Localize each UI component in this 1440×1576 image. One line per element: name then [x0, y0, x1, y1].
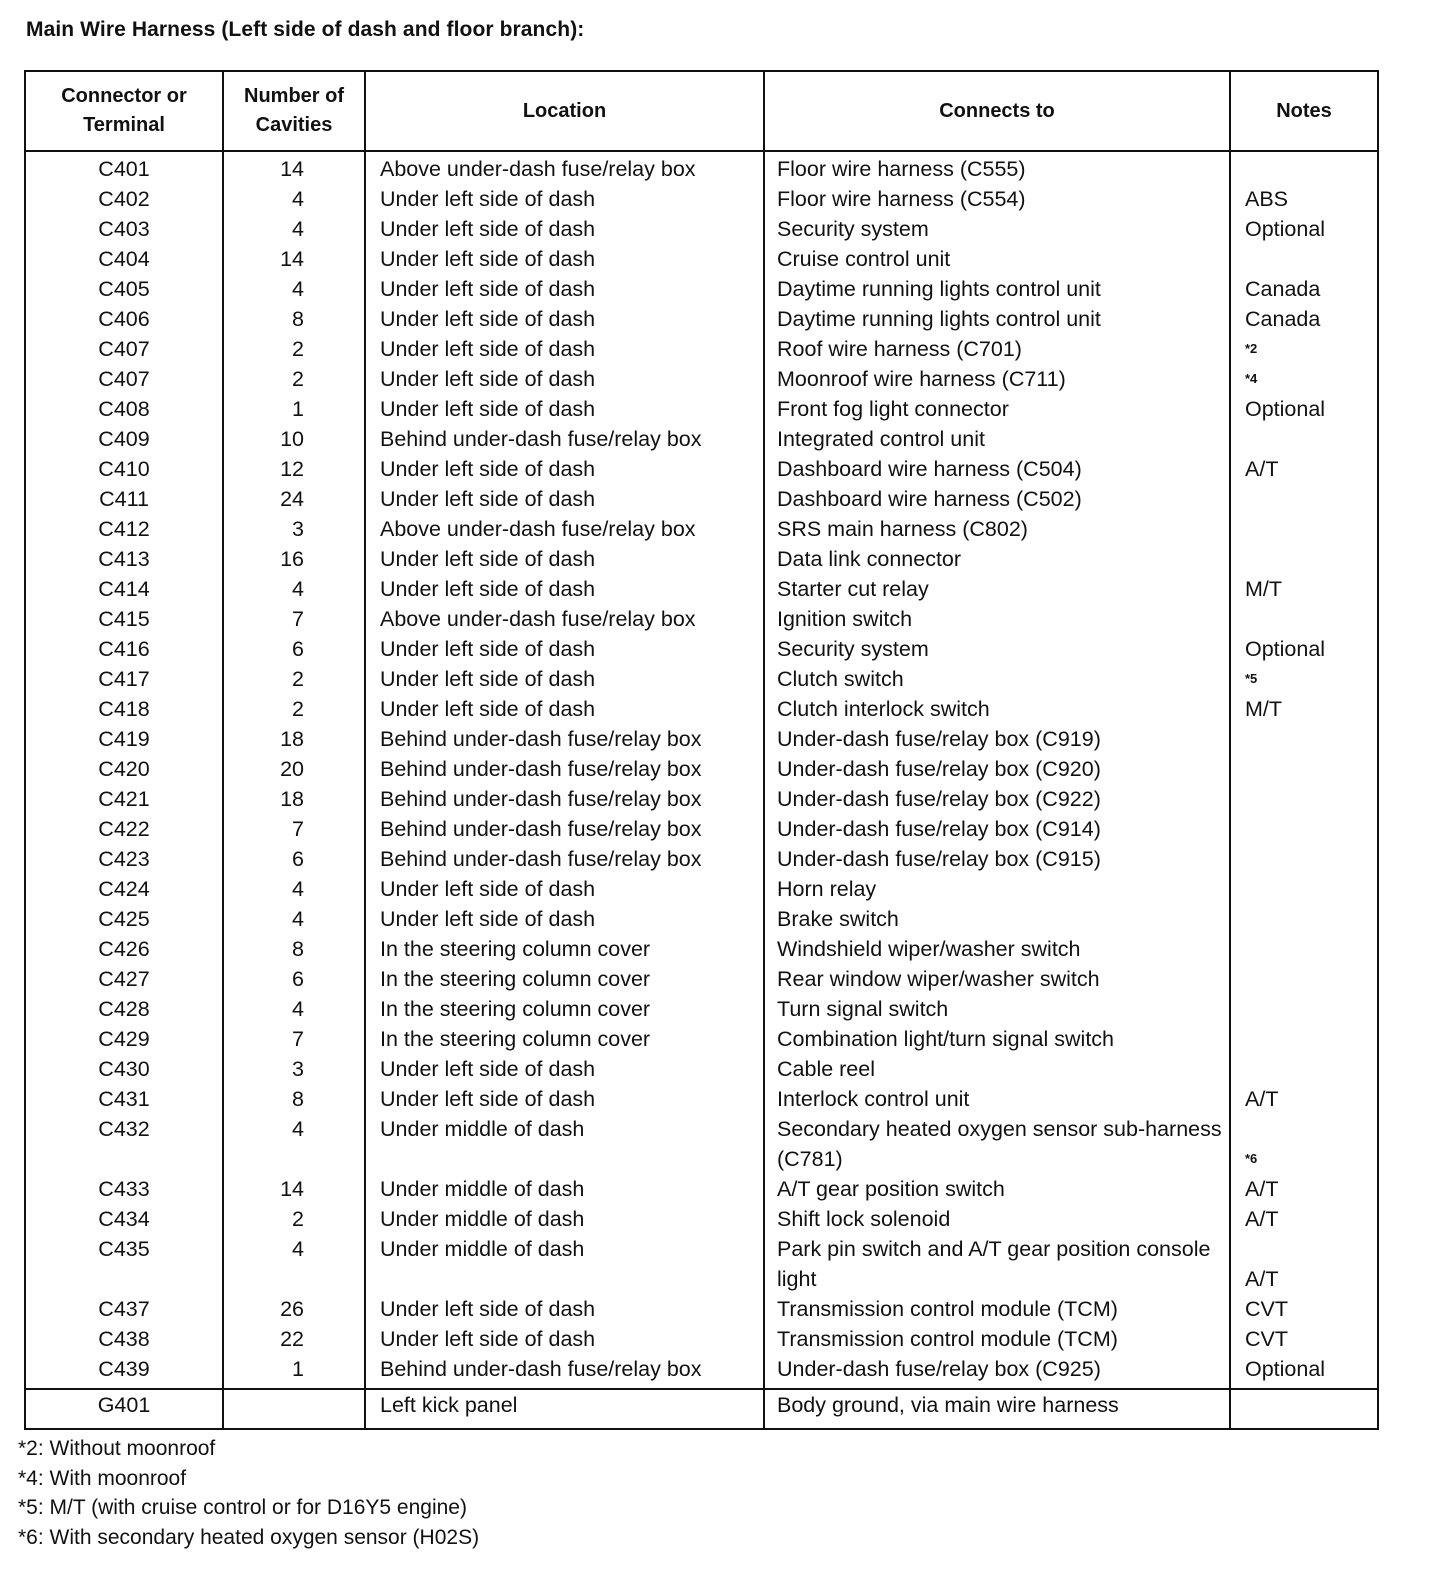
cell-connector: C412: [98, 517, 150, 541]
cell-connector: C425: [98, 907, 150, 931]
cell-connects-to: Security system: [777, 637, 929, 661]
cell-connects-to: Under-dash fuse/relay box (C920): [777, 757, 1101, 781]
cell-connects-to: Under-dash fuse/relay box (C922): [777, 787, 1101, 811]
cell-connector: C405: [98, 277, 150, 301]
note-text: CVT: [1245, 1327, 1288, 1351]
cell-connects-to: Starter cut relay: [777, 577, 929, 601]
cell-location: Left kick panel: [380, 1393, 518, 1417]
cell-cavities: 10: [280, 427, 304, 451]
cell-location: Under left side of dash: [380, 187, 596, 211]
cell-cavities: 8: [292, 937, 304, 961]
cell-notes: [1229, 844, 1377, 874]
note-text: Optional: [1245, 1357, 1326, 1381]
table-row: [26, 694, 1377, 724]
cell-cavities: 7: [292, 607, 304, 631]
cell-connector: C418: [98, 697, 150, 721]
note-text: M/T: [1245, 697, 1283, 721]
cell-connector: C404: [98, 247, 150, 271]
cell-connector: C411: [99, 487, 149, 511]
cell-notes: [1229, 724, 1377, 754]
cell-cavities: 2: [292, 697, 304, 721]
cell-notes: [1229, 274, 1377, 304]
cell-cavities: 14: [280, 157, 304, 181]
table-row: [26, 424, 1377, 454]
cell-notes: [1229, 514, 1377, 544]
table-row: [26, 1054, 1377, 1084]
ground-row: [26, 1390, 1377, 1420]
cell-notes: [1229, 334, 1377, 364]
cell-connects-to: Integrated control unit: [777, 427, 985, 451]
cell-cavities: 14: [280, 247, 304, 271]
cell-location: Under left side of dash: [380, 397, 596, 421]
cell-notes: [1229, 1390, 1377, 1420]
cell-connects-to: Park pin switch and A/T gear position console light: [777, 1237, 1211, 1291]
cell-connects-to: Transmission control module (TCM): [777, 1297, 1118, 1321]
table-row: [26, 1324, 1377, 1354]
cell-notes: [1229, 604, 1377, 634]
note-text: Optional: [1245, 637, 1326, 661]
cell-notes: [1229, 394, 1377, 424]
cell-notes: [1229, 1054, 1377, 1084]
cell-location: Under left side of dash: [380, 907, 596, 931]
cell-cavities: 2: [292, 337, 304, 361]
cell-connects-to: Secondary heated oxygen sensor sub-harness (C781): [777, 1117, 1222, 1171]
cell-notes: [1229, 1084, 1377, 1114]
note-text: ABS: [1245, 187, 1289, 211]
cell-cavities: 4: [292, 277, 304, 301]
cell-location: Under left side of dash: [380, 1327, 596, 1351]
cell-location: Under middle of dash: [380, 1207, 585, 1231]
cell-location: Above under-dash fuse/relay box: [380, 517, 696, 541]
table-row: [26, 664, 1377, 694]
cell-cavities: 4: [292, 1237, 304, 1261]
cell-connects-to: Brake switch: [777, 907, 899, 931]
cell-connector: C423: [98, 847, 150, 871]
cell-location: Under left side of dash: [380, 307, 596, 331]
cell-location: In the steering column cover: [380, 937, 651, 961]
header-notes: Notes: [1276, 99, 1332, 122]
cell-notes: [1229, 934, 1377, 964]
cell-notes: [1229, 634, 1377, 664]
note-text: M/T: [1245, 577, 1283, 601]
cell-location: Under left side of dash: [380, 367, 596, 391]
cell-location: Under left side of dash: [380, 667, 596, 691]
cell-cavities: 7: [292, 1027, 304, 1051]
table-row: [26, 844, 1377, 874]
cell-location: Under left side of dash: [380, 277, 596, 301]
cell-connects-to: Combination light/turn signal switch: [777, 1027, 1114, 1051]
cell-location: Under left side of dash: [380, 697, 596, 721]
table-row: [26, 214, 1377, 244]
header-connector: [26, 72, 222, 150]
cell-cavities: 2: [292, 667, 304, 691]
cell-notes: [1229, 874, 1377, 904]
cell-cavities: 8: [292, 1087, 304, 1111]
cell-connects-to: Floor wire harness (C554): [777, 187, 1026, 211]
note-text: *6: [1245, 1151, 1258, 1166]
table-row: [26, 514, 1377, 544]
cell-notes: [1229, 364, 1377, 394]
cell-location: Behind under-dash fuse/relay box: [380, 757, 702, 781]
cell-connects-to: Under-dash fuse/relay box (C915): [777, 847, 1101, 871]
cell-cavities: [222, 1390, 362, 1420]
cell-notes: [1229, 1234, 1377, 1294]
footnote: *5: M/T (with cruise control or for D16Y5 engine): [18, 1496, 467, 1519]
cell-connects-to: Shift lock solenoid: [777, 1207, 951, 1231]
table-row: [26, 754, 1377, 784]
cell-connector: C402: [98, 187, 150, 211]
cell-cavities: 12: [280, 457, 304, 481]
cell-cavities: 3: [292, 1057, 304, 1081]
cell-notes: [1229, 244, 1377, 274]
cell-cavities: 20: [280, 757, 304, 781]
note-text: CVT: [1245, 1297, 1288, 1321]
cell-notes: [1229, 1024, 1377, 1054]
cell-notes: [1229, 904, 1377, 934]
cell-location: Above under-dash fuse/relay box: [380, 607, 696, 631]
page-title: Main Wire Harness (Left side of dash and floor branch):: [26, 18, 585, 41]
table-row: [26, 634, 1377, 664]
table-row: [26, 1114, 1377, 1174]
cell-notes: [1229, 424, 1377, 454]
cell-location: Behind under-dash fuse/relay box: [380, 847, 702, 871]
cell-notes: [1229, 964, 1377, 994]
note-text: *2: [1245, 341, 1258, 356]
cell-connects-to: Dashboard wire harness (C502): [777, 487, 1082, 511]
cell-notes: [1229, 484, 1377, 514]
cell-connector: C434: [98, 1207, 150, 1231]
cell-cavities: 7: [292, 817, 304, 841]
cell-connector: C437: [98, 1297, 150, 1321]
note-text: Optional: [1245, 397, 1326, 421]
cell-notes: [1229, 1114, 1377, 1174]
cell-location: Under left side of dash: [380, 457, 596, 481]
table-row: [26, 304, 1377, 334]
cell-location: Behind under-dash fuse/relay box: [380, 817, 702, 841]
table-row: [26, 874, 1377, 904]
cell-notes: [1229, 814, 1377, 844]
table-row: [26, 184, 1377, 214]
cell-connects-to: Dashboard wire harness (C504): [777, 457, 1082, 481]
table-row: [26, 784, 1377, 814]
cell-connector: C422: [98, 817, 150, 841]
cell-notes: [1229, 214, 1377, 244]
cell-cavities: 24: [280, 487, 304, 511]
cell-location: Behind under-dash fuse/relay box: [380, 727, 702, 751]
cell-location: Under left side of dash: [380, 577, 596, 601]
note-text: A/T: [1245, 1207, 1279, 1231]
cell-cavities: 26: [280, 1297, 304, 1321]
note-text: A/T: [1245, 1267, 1279, 1291]
cell-location: In the steering column cover: [380, 967, 651, 991]
cell-connector: C428: [98, 997, 150, 1021]
cell-notes: [1229, 1204, 1377, 1234]
cell-cavities: 4: [292, 877, 304, 901]
cell-cavities: 14: [280, 1177, 304, 1201]
header-connector-line1: Connector or: [61, 85, 187, 107]
table-row: [26, 1024, 1377, 1054]
cell-cavities: 18: [280, 787, 304, 811]
cell-cavities: 1: [292, 397, 304, 421]
cell-cavities: 4: [292, 907, 304, 931]
cell-connects-to: Transmission control module (TCM): [777, 1327, 1118, 1351]
cell-notes: [1229, 574, 1377, 604]
cell-location: Under left side of dash: [380, 487, 596, 511]
cell-connects-to: Roof wire harness (C701): [777, 337, 1022, 361]
cell-connector: C429: [98, 1027, 150, 1051]
cell-connector: C401: [98, 157, 150, 181]
cell-notes: [1229, 1324, 1377, 1354]
footnote: *2: Without moonroof: [18, 1437, 216, 1460]
table-row: [26, 904, 1377, 934]
table-body: [26, 154, 1377, 1384]
cell-connector: C410: [98, 457, 150, 481]
cell-cavities: 4: [292, 1117, 304, 1141]
table-row: [26, 934, 1377, 964]
cell-notes: [1229, 1174, 1377, 1204]
cell-connector: C407: [98, 337, 150, 361]
header-connector-line2: Terminal: [83, 114, 165, 136]
cell-notes: [1229, 1294, 1377, 1324]
cell-location: In the steering column cover: [380, 1027, 651, 1051]
cell-notes: [1229, 694, 1377, 724]
note-text: Optional: [1245, 217, 1326, 241]
footnote: *4: With moonroof: [18, 1466, 187, 1490]
cell-location: Under middle of dash: [380, 1117, 585, 1141]
header-cavities: [224, 72, 364, 150]
header-connects-to: Connects to: [939, 99, 1055, 122]
cell-connector: C432: [98, 1117, 150, 1141]
cell-connects-to: Windshield wiper/washer switch: [777, 937, 1081, 961]
cell-cavities: 1: [292, 1357, 304, 1381]
cell-connects-to: Front fog light connector: [777, 397, 1009, 421]
cell-connector: C419: [98, 727, 150, 751]
cell-connector: C431: [98, 1087, 150, 1111]
cell-connects-to: Daytime running lights control unit: [777, 277, 1101, 301]
note-text: A/T: [1245, 1177, 1279, 1201]
note-text: Canada: [1245, 307, 1321, 331]
cell-connector: G401: [97, 1393, 151, 1417]
cell-connector: C433: [98, 1177, 150, 1201]
table-row: [26, 1354, 1377, 1384]
cell-cavities: 4: [292, 997, 304, 1021]
cell-notes: [1229, 664, 1377, 694]
table-row: [26, 1294, 1377, 1324]
cell-cavities: 16: [280, 547, 304, 571]
cell-location: Under left side of dash: [380, 547, 596, 571]
cell-connects-to: Under-dash fuse/relay box (C919): [777, 727, 1101, 751]
table-row: [26, 484, 1377, 514]
cell-notes: [1229, 544, 1377, 574]
cell-cavities: 2: [292, 367, 304, 391]
footnotes: [18, 1434, 479, 1552]
cell-connector: C426: [98, 937, 150, 961]
cell-location: In the steering column cover: [380, 997, 651, 1021]
cell-connector: C415: [98, 607, 150, 631]
cell-cavities: 6: [292, 847, 304, 871]
table-row: [26, 544, 1377, 574]
cell-connects-to: Moonroof wire harness (C711): [777, 367, 1066, 391]
cell-location: Under left side of dash: [380, 1087, 596, 1111]
note-text: *5: [1245, 671, 1258, 686]
cell-connects-to: Clutch switch: [777, 667, 904, 691]
cell-connects-to: Body ground, via main wire harness: [777, 1393, 1119, 1417]
cell-connector: C408: [98, 397, 150, 421]
cell-cavities: 2: [292, 1207, 304, 1231]
cell-connects-to: Data link connector: [777, 547, 962, 571]
cell-connector: C430: [98, 1057, 150, 1081]
cell-cavities: 8: [292, 307, 304, 331]
cell-connects-to: Clutch interlock switch: [777, 697, 990, 721]
cell-connector: C438: [98, 1327, 150, 1351]
table-row: [26, 1234, 1377, 1294]
cell-notes: [1229, 784, 1377, 814]
note-text: Canada: [1245, 277, 1321, 301]
cell-connector: C413: [98, 547, 150, 571]
note-text: A/T: [1245, 457, 1279, 481]
cell-location: Under left side of dash: [380, 217, 596, 241]
cell-connector: C439: [98, 1357, 150, 1381]
cell-location: Behind under-dash fuse/relay box: [380, 787, 702, 811]
cell-notes: [1229, 994, 1377, 1024]
cell-connects-to: Ignition switch: [777, 607, 913, 631]
cell-connects-to: Security system: [777, 217, 929, 241]
table-row: [26, 454, 1377, 484]
cell-connects-to: Horn relay: [777, 877, 877, 901]
cell-notes: [1229, 454, 1377, 484]
table-row: [26, 964, 1377, 994]
cell-cavities: 4: [292, 217, 304, 241]
cell-connects-to: A/T gear position switch: [777, 1177, 1005, 1201]
table-row: [26, 814, 1377, 844]
table-row: [26, 394, 1377, 424]
footnote: *6: With secondary heated oxygen sensor (H02S): [18, 1525, 480, 1549]
cell-connector: C409: [98, 427, 150, 451]
cell-connects-to: Rear window wiper/washer switch: [777, 967, 1100, 991]
cell-location: Under middle of dash: [380, 1177, 585, 1201]
table-row: [26, 334, 1377, 364]
cell-connector: C427: [98, 967, 150, 991]
cell-connects-to: Turn signal switch: [777, 997, 949, 1021]
table-row: [26, 1174, 1377, 1204]
cell-notes: [1229, 754, 1377, 784]
cell-location: Under middle of dash: [380, 1237, 585, 1261]
note-text: A/T: [1245, 1087, 1279, 1111]
header-cavities-line1: Number of: [244, 85, 344, 107]
cell-connects-to: Cable reel: [777, 1057, 875, 1081]
cell-cavities: 22: [280, 1327, 304, 1351]
cell-connector: C424: [98, 877, 150, 901]
cell-connector: C421: [98, 787, 150, 811]
table-row: [26, 154, 1377, 184]
cell-cavities: 18: [280, 727, 304, 751]
cell-location: Above under-dash fuse/relay box: [380, 157, 696, 181]
cell-cavities: 6: [292, 637, 304, 661]
cell-connects-to: SRS main harness (C802): [777, 517, 1028, 541]
table-row: [26, 364, 1377, 394]
cell-connector: C416: [98, 637, 150, 661]
cell-connects-to: Floor wire harness (C555): [777, 157, 1026, 181]
cell-cavities: 6: [292, 967, 304, 991]
cell-connects-to: Under-dash fuse/relay box (C925): [777, 1357, 1101, 1381]
cell-connects-to: Interlock control unit: [777, 1087, 970, 1111]
header-location: Location: [522, 99, 607, 122]
header-divider: [26, 150, 1377, 152]
cell-connects-to: Cruise control unit: [777, 247, 951, 271]
cell-cavities: 3: [292, 517, 304, 541]
table-row: [26, 604, 1377, 634]
cell-connector: C435: [98, 1237, 150, 1261]
cell-notes: [1229, 1354, 1377, 1384]
table-row: [26, 1084, 1377, 1114]
cell-connector: C406: [98, 307, 150, 331]
cell-location: Behind under-dash fuse/relay box: [380, 427, 702, 451]
note-text: *4: [1245, 371, 1258, 386]
cell-location: Under left side of dash: [380, 247, 596, 271]
table-row: [26, 574, 1377, 604]
cell-connects-to: Daytime running lights control unit: [777, 307, 1101, 331]
cell-notes: [1229, 154, 1377, 184]
cell-connector: C407: [98, 367, 150, 391]
cell-connector: C417: [98, 667, 150, 691]
table-row: [26, 244, 1377, 274]
cell-connects-to: Under-dash fuse/relay box (C914): [777, 817, 1101, 841]
table-row: [26, 1204, 1377, 1234]
cell-location: Under left side of dash: [380, 337, 596, 361]
cell-notes: [1229, 184, 1377, 214]
cell-location: Under left side of dash: [380, 877, 596, 901]
harness-table: [24, 70, 1379, 1430]
cell-location: Under left side of dash: [380, 1297, 596, 1321]
cell-location: Under left side of dash: [380, 1057, 596, 1081]
cell-notes: [1229, 304, 1377, 334]
table-row: [26, 274, 1377, 304]
header-cavities-line2: Cavities: [255, 114, 333, 136]
cell-cavities: 4: [292, 187, 304, 211]
cell-location: Behind under-dash fuse/relay box: [380, 1357, 702, 1381]
cell-connector: C403: [98, 217, 150, 241]
table-row: [26, 994, 1377, 1024]
cell-connector: C414: [98, 577, 150, 601]
cell-location: Under left side of dash: [380, 637, 596, 661]
cell-connector: C420: [98, 757, 150, 781]
table-row: [26, 724, 1377, 754]
cell-cavities: 4: [292, 577, 304, 601]
